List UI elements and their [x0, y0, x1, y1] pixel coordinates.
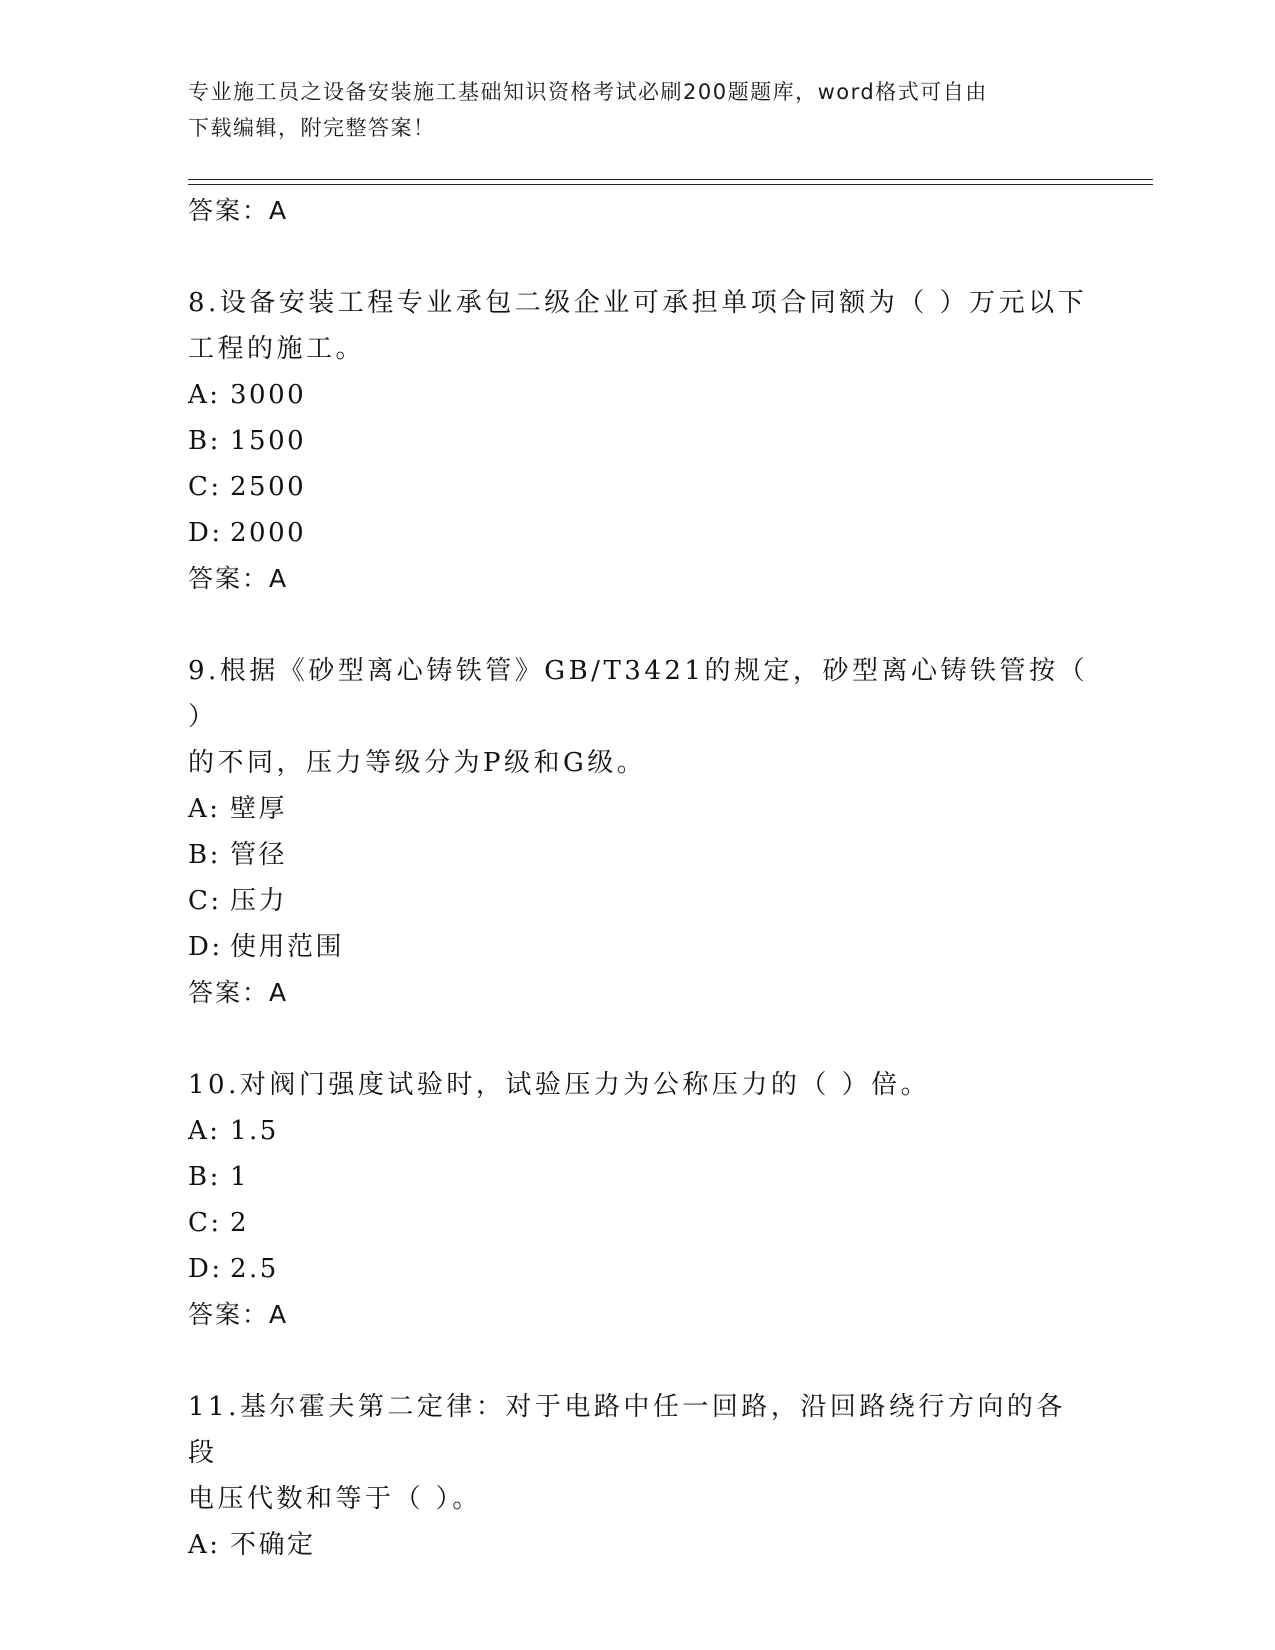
question-text-line: 电压代数和等于（ ）。 — [188, 1484, 482, 1514]
option-text: 使用范围 — [230, 932, 345, 962]
option-a — [188, 1522, 1088, 1568]
option-d — [188, 510, 1088, 556]
option-key: B: — [188, 840, 221, 870]
option-key: C: — [188, 472, 222, 502]
question-text-line: 9.根据《砂型离心铸铁管》GB/T3421的规定，砂型离心铸铁管按（ ） — [188, 656, 1088, 732]
option-b — [188, 832, 1088, 878]
option-text: 壁厚 — [230, 794, 288, 824]
option-d — [188, 924, 1088, 970]
option-key: D: — [188, 518, 223, 548]
answer-line: 答案：A — [188, 196, 289, 225]
header-rule-top — [188, 179, 1153, 180]
question-10 — [188, 1062, 1088, 1338]
document-header — [188, 74, 1088, 146]
option-key: D: — [188, 932, 223, 962]
option-key: C: — [188, 886, 222, 916]
option-d — [188, 1246, 1088, 1292]
option-text: 压力 — [230, 886, 288, 916]
option-text: 3000 — [230, 380, 307, 410]
option-key: A: — [188, 380, 221, 410]
option-key: B: — [188, 426, 221, 456]
option-b — [188, 1154, 1088, 1200]
document-body — [188, 188, 1088, 1568]
answer-line: 答案：A — [188, 978, 289, 1007]
option-text: 2500 — [230, 472, 307, 502]
option-c — [188, 1200, 1088, 1246]
option-text: 2000 — [230, 518, 307, 548]
option-a — [188, 786, 1088, 832]
option-a — [188, 1108, 1088, 1154]
question-text-line: 11.基尔霍夫第二定律：对于电路中任一回路，沿回路绕行方向的各段 — [188, 1392, 1066, 1468]
option-key: A: — [188, 794, 221, 824]
option-text: 2.5 — [230, 1254, 279, 1284]
question-8 — [188, 280, 1088, 602]
option-text: 1.5 — [230, 1116, 279, 1146]
option-a — [188, 372, 1088, 418]
option-text: 1500 — [230, 426, 307, 456]
answer-line: 答案：A — [188, 564, 289, 593]
header-rule-bottom — [188, 184, 1153, 185]
question-text-line: 的不同，压力等级分为P级和G级。 — [188, 748, 647, 778]
answer-line: 答案：A — [188, 1300, 289, 1329]
option-text: 管径 — [230, 840, 288, 870]
option-key: A: — [188, 1530, 221, 1560]
option-b — [188, 418, 1088, 464]
option-c — [188, 464, 1088, 510]
option-text: 不确定 — [230, 1530, 316, 1560]
question-text-line: 工程的施工。 — [188, 334, 366, 364]
option-key: C: — [188, 1208, 222, 1238]
question-text-line: 10.对阀门强度试验时，试验压力为公称压力的（ ）倍。 — [188, 1070, 931, 1100]
question-11 — [188, 1384, 1088, 1568]
option-key: B: — [188, 1162, 221, 1192]
option-c — [188, 878, 1088, 924]
option-text: 2 — [230, 1208, 250, 1238]
header-title-line-1: 专业施工员之设备安装施工基础知识资格考试必刷200题题库，word格式可自由 — [188, 80, 988, 104]
question-9 — [188, 648, 1088, 1016]
option-key: A: — [188, 1116, 221, 1146]
question-text-line: 8.设备安装工程专业承包二级企业可承担单项合同额为（ ）万元以下 — [188, 288, 1088, 318]
option-key: D: — [188, 1254, 223, 1284]
option-text: 1 — [230, 1162, 250, 1192]
header-title-line-2: 下载编辑，附完整答案！ — [188, 116, 436, 140]
